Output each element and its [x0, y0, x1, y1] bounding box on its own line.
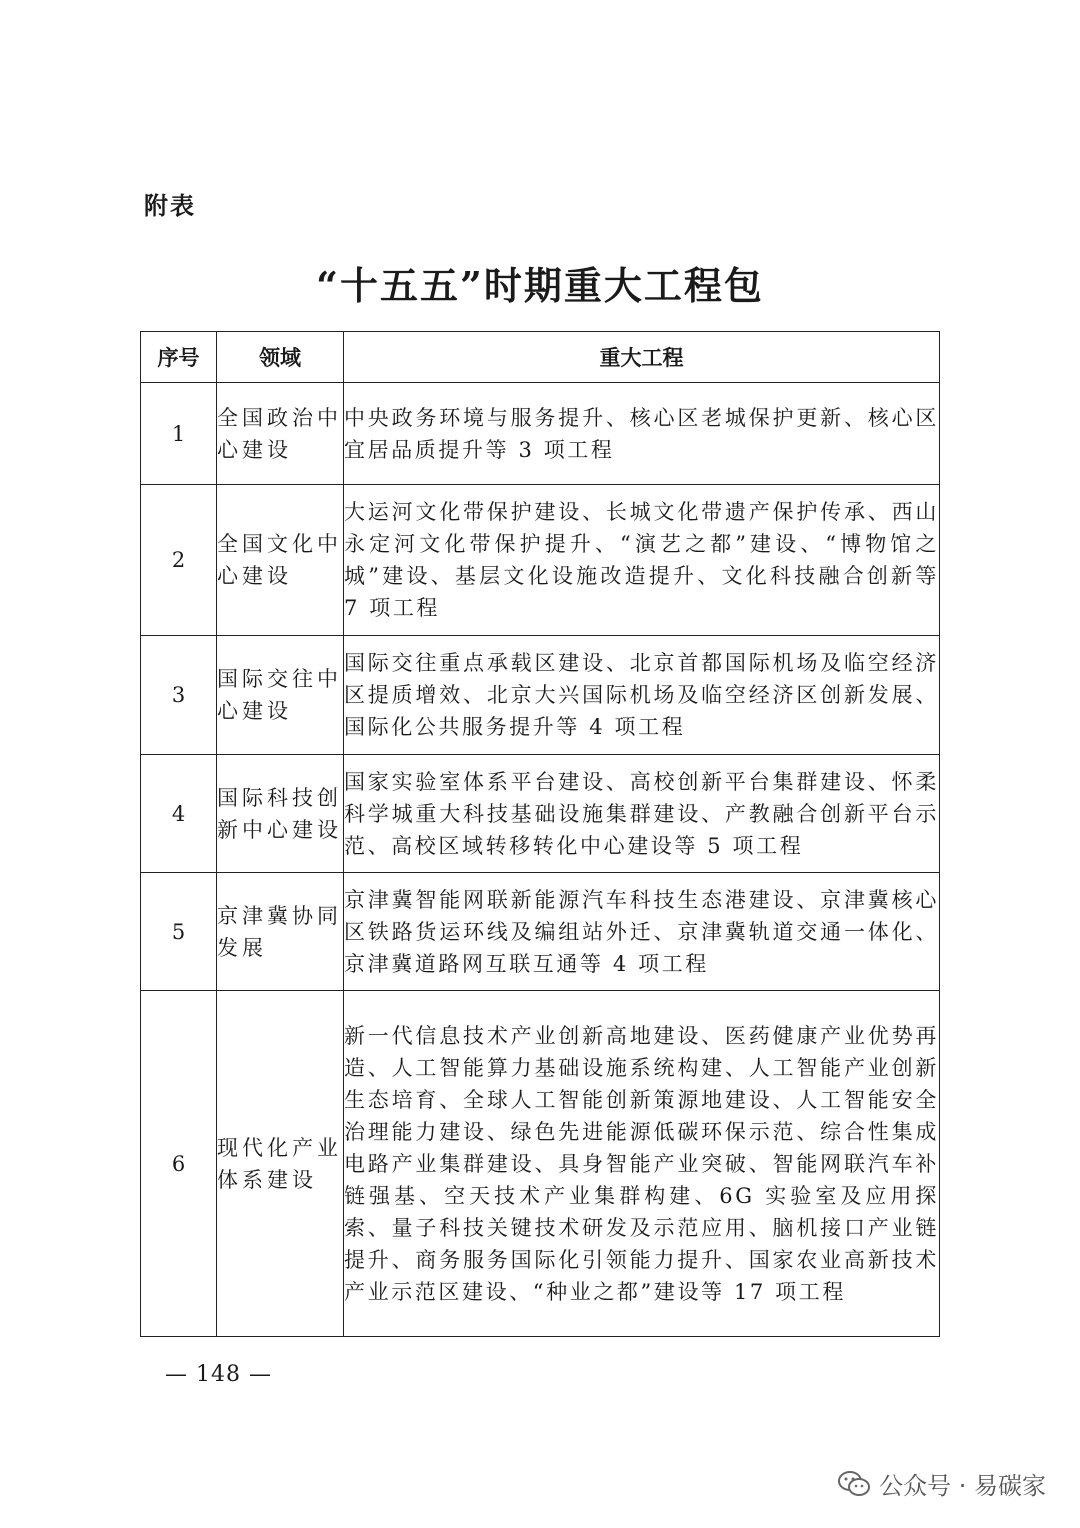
row-number: 4: [141, 755, 217, 873]
table-row: [141, 873, 940, 991]
appendix-label: 附表: [144, 192, 196, 220]
header-projects: 重大工程: [344, 332, 940, 383]
row-number: 1: [141, 383, 217, 485]
wechat-icon: [837, 1469, 871, 1499]
table-row: [141, 755, 940, 873]
row-field: 现代化产业体系建设: [217, 991, 344, 1337]
row-field: 京津冀协同发展: [217, 873, 344, 991]
watermark: [837, 1466, 1046, 1501]
row-field: 国际科技创新中心建设: [217, 755, 344, 873]
table-header-row: [141, 332, 940, 383]
header-number: 序号: [141, 332, 217, 383]
row-projects: 京津冀智能网联新能源汽车科技生态港建设、京津冀核心区铁路货运环线及编组站外迁、京津冀轨道交通一体化、京津冀道路网互联互通等 4 项工程: [344, 873, 940, 991]
document-title: “十五五”时期重大工程包: [316, 263, 764, 308]
table-row: [141, 383, 940, 485]
row-projects: 中央政务环境与服务提升、核心区老城保护更新、核心区宜居品质提升等 3 项工程: [344, 383, 940, 485]
header-field: 领域: [217, 332, 344, 383]
row-projects: 国际交往重点承载区建设、北京首都国际机场及临空经济区提质增效、北京大兴国际机场及临空经济区创新发展、国际化公共服务提升等 4 项工程: [344, 636, 940, 755]
page-number: — 148 —: [165, 1362, 272, 1387]
table-row: [141, 485, 940, 636]
row-number: 3: [141, 636, 217, 755]
row-field: 全国政治中心建设: [217, 383, 344, 485]
major-projects-table: [140, 331, 940, 1337]
row-number: 2: [141, 485, 217, 636]
row-number: 6: [141, 991, 217, 1337]
table-row: [141, 636, 940, 755]
row-number: 5: [141, 873, 217, 991]
row-projects: 大运河文化带保护建设、长城文化带遗产保护传承、西山永定河文化带保护提升、“演艺之都”建设、“博物馆之城”建设、基层文化设施改造提升、文化科技融合创新等 7 项工程: [344, 485, 940, 636]
row-field: 全国文化中心建设: [217, 485, 344, 636]
watermark-text: 公众号 · 易碳家: [879, 1472, 1046, 1500]
row-projects: 国家实验室体系平台建设、高校创新平台集群建设、怀柔科学城重大科技基础设施集群建设、产教融合创新平台示范、高校区域转移转化中心建设等 5 项工程: [344, 755, 940, 873]
row-field: 国际交往中心建设: [217, 636, 344, 755]
table-row: [141, 991, 940, 1337]
row-projects: 新一代信息技术产业创新高地建设、医药健康产业优势再造、人工智能算力基础设施系统构建、人工智能产业创新生态培育、全球人工智能创新策源地建设、人工智能安全治理能力建设、绿色先进能源低碳环保示范、综合性集成电路产业集群建设、具身智能产业突破、智能网联汽车补链强基、空天技术产业集群构建、6G 实验室及应用探索、量子科技关键技术研发及示范应用、脑机接口产业链提升、商务服务国际化引领能力提升、国家农业高新技术产业示范区建设、“种业之都”建设等 17 项工程: [344, 991, 940, 1337]
